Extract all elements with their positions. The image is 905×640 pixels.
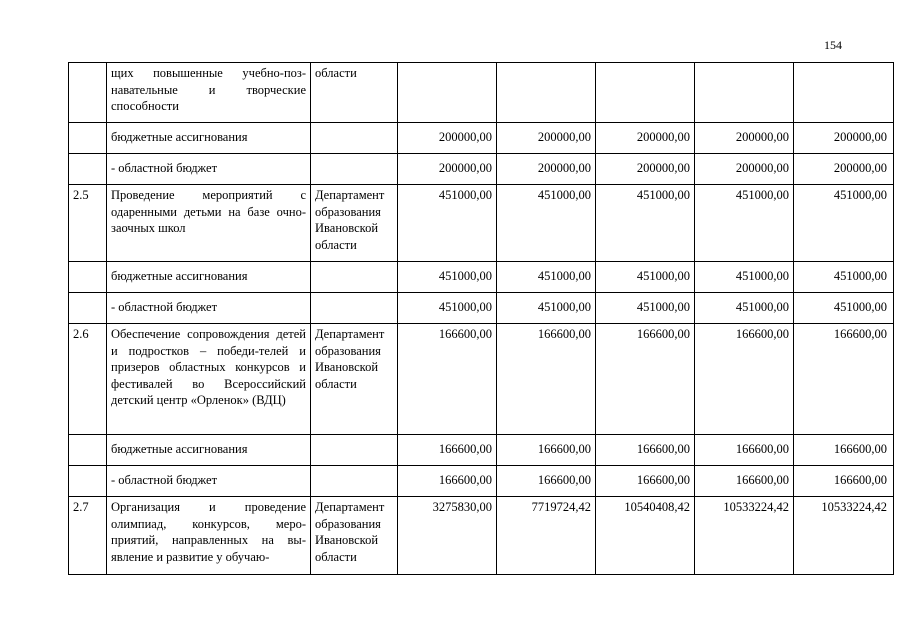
row-value-5 [794,63,894,123]
row-description: - областной бюджет [107,154,311,185]
table-row [69,324,894,435]
table-row [69,154,894,185]
row-value-4: 200000,00 [695,123,794,154]
table-row [69,497,894,575]
row-value-3: 451000,00 [596,185,695,262]
row-value-2: 451000,00 [497,262,596,293]
row-department [311,435,398,466]
row-number: 2.7 [69,497,107,575]
row-value-4: 166600,00 [695,324,794,435]
row-value-2 [497,63,596,123]
row-value-3: 200000,00 [596,154,695,185]
row-number: 2.5 [69,185,107,262]
row-value-5: 200000,00 [794,154,894,185]
table-row [69,123,894,154]
row-number [69,123,107,154]
row-department: Департамент образования Ивановской области [311,497,398,575]
row-number [69,262,107,293]
row-description: щих повышенные учебно-поз-навательные и творческие способности [107,63,311,123]
row-description: бюджетные ассигнования [107,435,311,466]
row-value-1: 166600,00 [398,324,497,435]
table-row [69,262,894,293]
row-department [311,293,398,324]
table-row [69,185,894,262]
row-value-5: 451000,00 [794,185,894,262]
row-department [311,466,398,497]
row-department [311,154,398,185]
row-department [311,262,398,293]
row-number [69,435,107,466]
row-value-5: 200000,00 [794,123,894,154]
row-value-5: 166600,00 [794,324,894,435]
row-value-3: 166600,00 [596,466,695,497]
table-row [69,293,894,324]
row-value-1: 166600,00 [398,466,497,497]
row-department: Департамент образования Ивановской области [311,324,398,435]
row-value-5: 10533224,42 [794,497,894,575]
row-value-1: 166600,00 [398,435,497,466]
row-value-3: 200000,00 [596,123,695,154]
table-row [69,466,894,497]
row-description: бюджетные ассигнования [107,123,311,154]
row-number: 2.6 [69,324,107,435]
row-value-2: 200000,00 [497,154,596,185]
row-description: бюджетные ассигнования [107,262,311,293]
row-value-5: 451000,00 [794,262,894,293]
row-value-3: 451000,00 [596,262,695,293]
row-value-4: 200000,00 [695,154,794,185]
page-number: 154 [824,38,842,52]
budget-table [68,62,894,575]
row-value-1: 451000,00 [398,262,497,293]
row-value-4: 10533224,42 [695,497,794,575]
row-number [69,154,107,185]
row-value-2: 166600,00 [497,435,596,466]
row-value-5: 451000,00 [794,293,894,324]
row-value-3: 451000,00 [596,293,695,324]
row-value-4: 451000,00 [695,262,794,293]
row-value-2: 451000,00 [497,293,596,324]
row-value-4: 166600,00 [695,435,794,466]
row-number [69,293,107,324]
row-description: Проведение мероприятий с одаренными детьми на базе очно-заочных школ [107,185,311,262]
row-description: Обеспечение сопровождения детей и подростков – победи-телей и призеров областных конкурсов и фестивалей во Всероссийский детский центр «Орленок» (ВДЦ) [107,324,311,435]
row-value-5: 166600,00 [794,435,894,466]
row-description: Организация и проведение олимпиад, конкурсов, меро-приятий, направленных на вы-явление и развитие у обучаю- [107,497,311,575]
row-value-1 [398,63,497,123]
row-number [69,63,107,123]
row-value-1: 3275830,00 [398,497,497,575]
row-value-4: 451000,00 [695,293,794,324]
row-value-4 [695,63,794,123]
row-value-2: 7719724,42 [497,497,596,575]
row-value-2: 166600,00 [497,324,596,435]
row-description: - областной бюджет [107,466,311,497]
row-value-3: 166600,00 [596,435,695,466]
row-value-3: 166600,00 [596,324,695,435]
row-value-1: 451000,00 [398,293,497,324]
row-value-2: 166600,00 [497,466,596,497]
row-value-1: 200000,00 [398,154,497,185]
row-description: - областной бюджет [107,293,311,324]
table-row [69,435,894,466]
row-number [69,466,107,497]
row-value-2: 451000,00 [497,185,596,262]
row-department: области [311,63,398,123]
table-row [69,63,894,123]
row-value-5: 166600,00 [794,466,894,497]
row-value-4: 166600,00 [695,466,794,497]
row-value-3: 10540408,42 [596,497,695,575]
row-value-1: 451000,00 [398,185,497,262]
row-value-2: 200000,00 [497,123,596,154]
row-value-3 [596,63,695,123]
row-value-1: 200000,00 [398,123,497,154]
row-value-4: 451000,00 [695,185,794,262]
row-department [311,123,398,154]
row-department: Департамент образования Ивановской области [311,185,398,262]
